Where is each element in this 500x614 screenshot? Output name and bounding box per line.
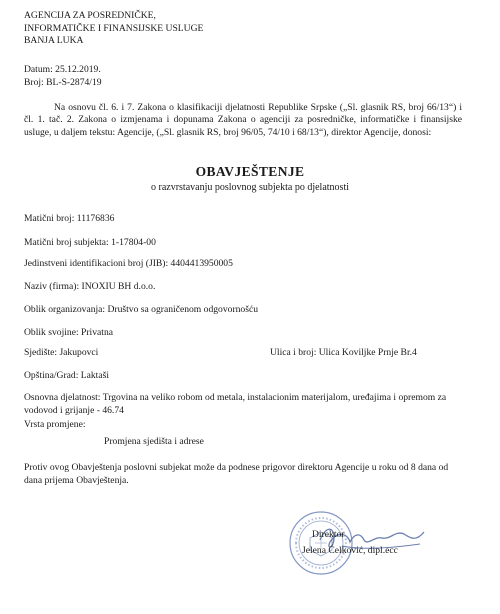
document-title: OBAVJEŠTENJE — [195, 164, 305, 179]
field-vrsta-promjene-value: Promjena sjedišta i adrese — [104, 436, 204, 447]
field-maticni-broj: Matični broj: 11176836 — [24, 213, 115, 224]
field-vrsta-promjene-label: Vrsta promjene: — [24, 419, 86, 430]
document-subtitle: o razvrstavanju poslovnog subjekta po djelatnosti — [150, 182, 350, 193]
legal-preamble: Na osnovu čl. 6. i 7. Zakona o klasifikaciji djelatnosti Republike Srpske („Sl. glasnik RS, broj 66/13“) i čl. 1. tač. 2. Zakona o izmjenama i dopunama Zakona o agenciji za posredničke, informatičke i finansijske usluge, u daljem tekstu: Agencije, („Sl. glasnik RS, broj 96/05, 74/10 i 68/13“), direktor Agencije, donosi: — [24, 102, 462, 138]
field-opstina: Opština/Grad: Laktaši — [24, 370, 109, 381]
field-naziv: Naziv (firma): INOXIU BH d.o.o. — [24, 281, 156, 292]
field-oblik-svojine: Oblik svojine: Privatna — [24, 327, 113, 338]
agency-city: BANJA LUKA — [24, 35, 84, 46]
agency-name-line1: AGENCIJA ZA POSREDNIČKE, — [24, 10, 156, 21]
signature-title: Direktor — [312, 529, 345, 540]
field-maticni-broj-subjekta: Matični broj subjekta: 1-17804-00 — [24, 237, 156, 248]
field-osnovna-djelatnost: Osnovna djelatnost: Trgovina na veliko robom od metala, instalacionim materijalom, uređajima i opremom za vodovod i grijanje - 46.74 — [24, 392, 447, 416]
document-meta — [24, 64, 102, 89]
document-date: Datum: 25.12.2019. — [24, 64, 101, 75]
document-number: Broj: BL-S-2874/19 — [24, 76, 102, 88]
agency-name-line2: INFORMATIČKE I FINANSIJSKE USLUGE — [24, 22, 204, 34]
field-sjediste: Sjedište: Jakupovci — [24, 347, 99, 358]
field-oblik-organizovanja: Oblik organizovanja: Društvo sa ograničenom odgovornošću — [24, 304, 259, 315]
field-jib: Jedinstveni identifikacioni broj (JIB): 4404413950005 — [24, 258, 233, 269]
appeal-notice: Protiv ovog Obavještenja poslovni subjekat može da podnese prigovor direktoru Agencije u roku od 8 dana od dana prijema Obavještenja. — [24, 462, 449, 486]
field-ulica-i-broj: Ulica i broj: Ulica Kovilјke Prnje Br.4 — [270, 347, 417, 358]
agency-header — [24, 10, 203, 48]
signature-name: Jelena Ćelković, dipl.ecc — [302, 545, 398, 556]
